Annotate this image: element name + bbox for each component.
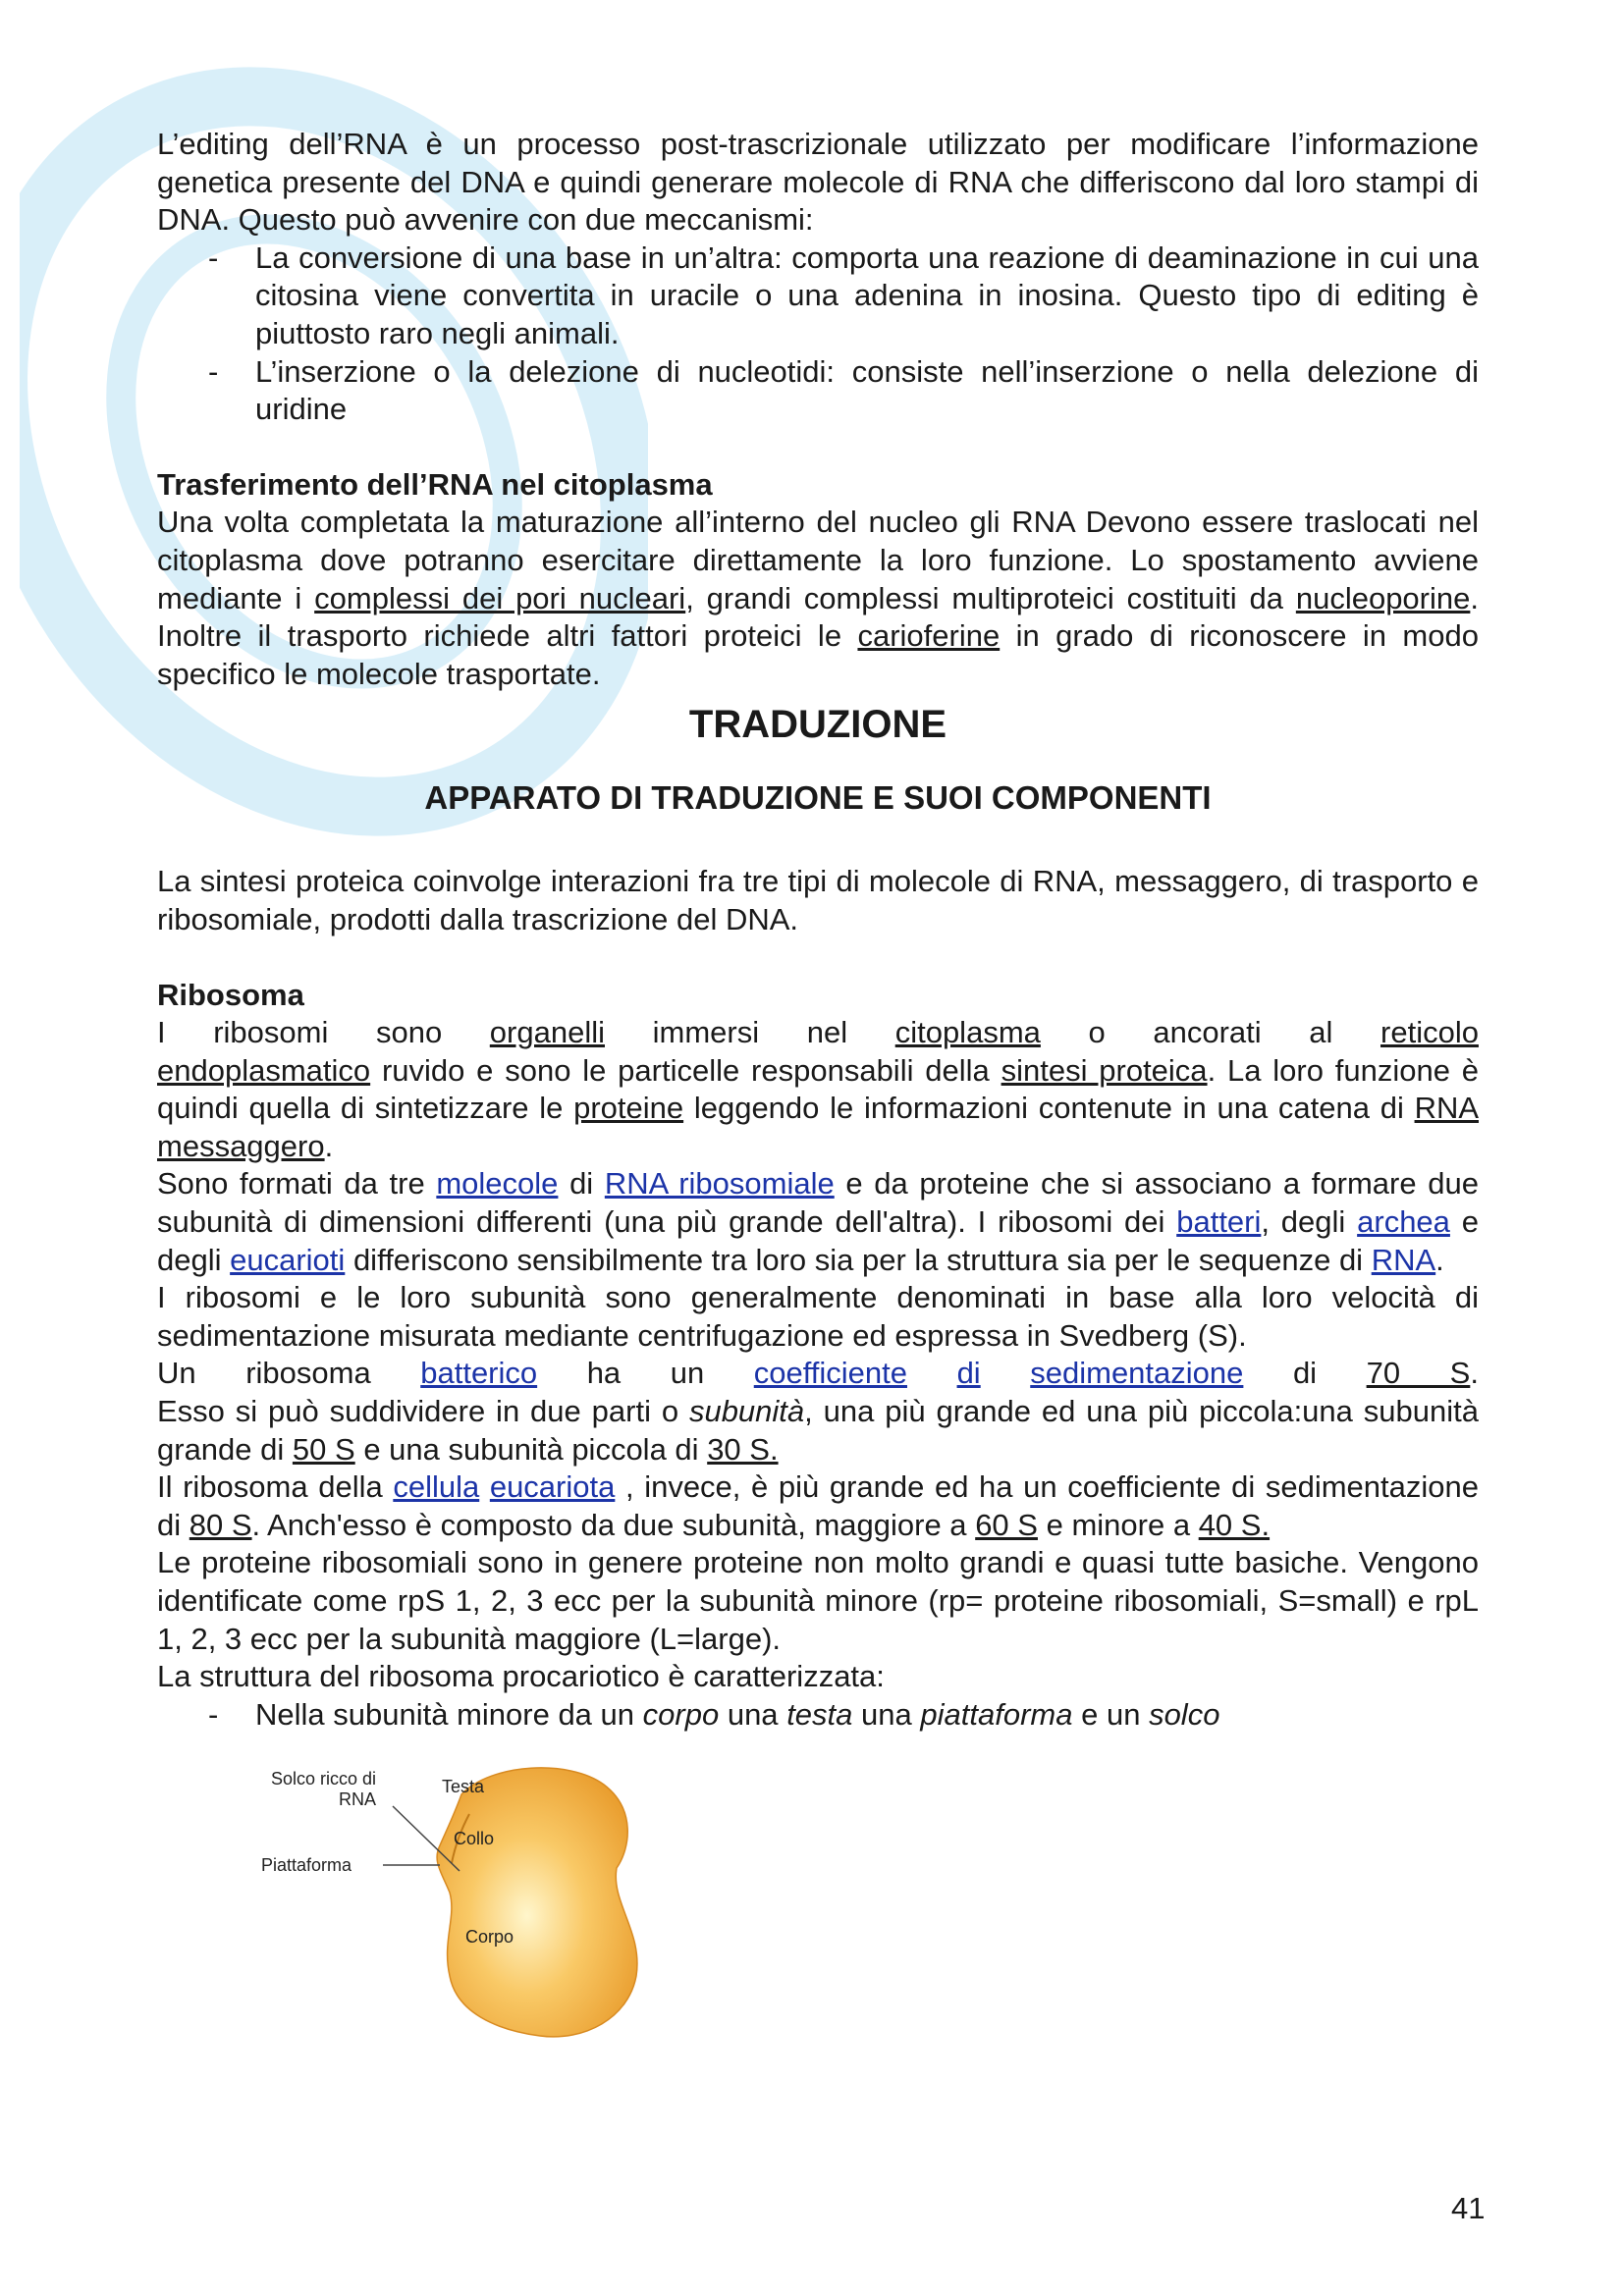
paragraph-editing: L’editing dell’RNA è un processo post-trascrizionale utilizzato per modificare l’informazione genetica presente del DNA e quindi generare molecole di RNA che differiscono dal loro stampi di DNA. Questo può avvenire con due meccanismi:: [157, 127, 1479, 238]
label-collo: Collo: [454, 1829, 495, 1849]
ribosoma-paragraph-3: I ribosomi e le loro subunità sono generalmente denominati in base alla loro velocità di sedimentazione misurata mediante centrifugazione ed espressa in Svedberg (S).: [157, 1280, 1479, 1353]
page-number: 41: [1451, 2191, 1486, 2225]
paragraph-sintesi: La sintesi proteica coinvolge interazioni fra tre tipi di molecole di RNA, messaggero, di trasporto e ribosomiale, prodotti dalla trascrizione del DNA.: [157, 864, 1479, 936]
ribosoma-line-1: I ribosomi sono organelli immersi nel citoplasma o ancorati al reticolo: [157, 1015, 1479, 1050]
link-citoplasma[interactable]: citoplasma: [894, 1015, 1041, 1050]
link-60s[interactable]: 60 S: [975, 1507, 1038, 1542]
link-sedimentazione[interactable]: sedimentazione: [1030, 1356, 1244, 1391]
label-piattaforma: Piattaforma: [261, 1855, 352, 1876]
link-cellula[interactable]: cellula: [393, 1469, 480, 1505]
label-solco: Solco ricco di RNA: [270, 1769, 376, 1810]
link-80s[interactable]: 80 S: [189, 1507, 252, 1542]
heading-ribosoma: Ribosoma: [157, 977, 304, 1012]
list-item: - La conversione di una base in un’altra: comporta una reazione di deaminazione in cui una citosina viene convertita in uracile o una adenina in inosina. Questo tipo di editing è piuttosto raro negli animali.: [157, 240, 1479, 353]
link-batterico[interactable]: batterico: [420, 1356, 538, 1391]
link-complessi-pori[interactable]: complessi dei pori nucleari: [314, 580, 686, 615]
link-50s[interactable]: 50 S: [292, 1431, 355, 1467]
page-content: [157, 126, 1479, 2040]
editing-list: [157, 240, 1479, 429]
link-70s[interactable]: 70 S: [1366, 1356, 1471, 1391]
paragraph-trasferimento: Una volta completata la maturazione all’interno del nucleo gli RNA Devono essere traslocati nel citoplasma dove potranno esercitare direttamente la loro funzione. Lo spostamento avviene mediante i complessi dei pori nucleari, grandi complessi multiproteici costituiti da nucleoporine. Inoltre il trasporto richiede altri fattori proteici le carioferine in grado di riconoscere in modo specifico le molecole trasportate.: [157, 505, 1479, 691]
link-reticolo[interactable]: reticolo: [1380, 1015, 1479, 1050]
ribosome-figure: [245, 1755, 697, 2040]
list-item: - L’inserzione o la delezione di nucleotidi: consiste nell’inserzione o nella delezione di uridine: [157, 353, 1479, 429]
link-molecole[interactable]: molecole: [436, 1166, 559, 1201]
ribosoma-paragraph-1: endoplasmatico ruvido e sono le particelle responsabili della sintesi proteica. La loro funzione è quindi quella di sintetizzare le proteine leggendo le informazioni contenute in una catena di RNA messaggero.: [157, 1052, 1480, 1163]
link-rna[interactable]: RNA: [1371, 1242, 1436, 1277]
ribosoma-paragraph-subunita: Esso si può suddividere in due parti o subunità, una più grande ed una più piccola:una subunità grande di 50 S e una subunità piccola di 30 S.: [157, 1394, 1479, 1467]
link-endoplasmatico[interactable]: endoplasmatico: [157, 1052, 371, 1088]
ribosoma-paragraph-eucariota: Il ribosoma della cellula eucariota , invece, è più grande ed ha un coefficiente di sedimentazione di 80 S. Anch'esso è composto da due subunità, maggiore a 60 S e minore a 40 S.: [157, 1469, 1479, 1542]
ribosoma-paragraph-proteine: Le proteine ribosomiali sono in genere proteine non molto grandi e quasi tutte basiche. Vengono identificate come rpS 1, 2, 3 ecc per la subunità minore (rp= proteine ribosomiali, S=small) e rpL 1, 2, 3 ecc per la subunità maggiore (L=large).: [157, 1545, 1479, 1656]
link-eucariota[interactable]: eucariota: [489, 1469, 616, 1505]
link-coefficiente[interactable]: coefficiente: [753, 1356, 908, 1391]
section-title: TRADUZIONE: [688, 703, 947, 747]
list-item: - Nella subunità minore da un corpo una testa una piattaforma e un solco: [157, 1696, 1479, 1735]
link-organelli[interactable]: organelli: [489, 1015, 605, 1050]
heading-trasferimento: Trasferimento dell’RNA nel citoplasma: [157, 466, 713, 502]
ribosoma-paragraph-struttura: La struttura del ribosoma procariotico è caratterizzata:: [157, 1659, 885, 1694]
link-30s[interactable]: 30 S.: [707, 1431, 779, 1467]
label-corpo: Corpo: [465, 1927, 514, 1948]
ribosome-shape: [437, 1768, 637, 2037]
link-carioferine[interactable]: carioferine: [857, 618, 1001, 654]
ribosoma-line-batterico: Un ribosoma batterico ha un coefficiente di sedimentazione di 70 S.: [157, 1356, 1479, 1391]
link-archea[interactable]: archea: [1357, 1204, 1450, 1240]
ribosoma-paragraph-2: Sono formati da tre molecole di RNA ribosomiale e da proteine che si associano a formare due subunità di dimensioni differenti (una più grande dell'altra). I ribosomi dei batteri, degli archea e degli eucarioti differiscono sensibilmente tra loro sia per la struttura sia per le sequenze di RNA.: [157, 1166, 1479, 1277]
link-40s[interactable]: 40 S.: [1198, 1507, 1271, 1542]
section-subtitle: APPARATO DI TRADUZIONE E SUOI COMPONENTI: [424, 779, 1212, 817]
struttura-list: [157, 1696, 1479, 1735]
link-proteine[interactable]: proteine: [573, 1091, 684, 1126]
link-nucleoporine[interactable]: nucleoporine: [1295, 580, 1471, 615]
link-eucarioti[interactable]: eucarioti: [230, 1242, 346, 1277]
link-sintesi-proteica[interactable]: sintesi proteica: [1001, 1052, 1208, 1088]
link-rna-messaggero[interactable]: RNA messaggero: [157, 1091, 1480, 1163]
link-di[interactable]: di: [956, 1356, 981, 1391]
label-testa: Testa: [442, 1777, 485, 1797]
link-batteri[interactable]: batteri: [1176, 1204, 1262, 1240]
link-rna-ribosomiale[interactable]: RNA ribosomiale: [604, 1166, 835, 1201]
